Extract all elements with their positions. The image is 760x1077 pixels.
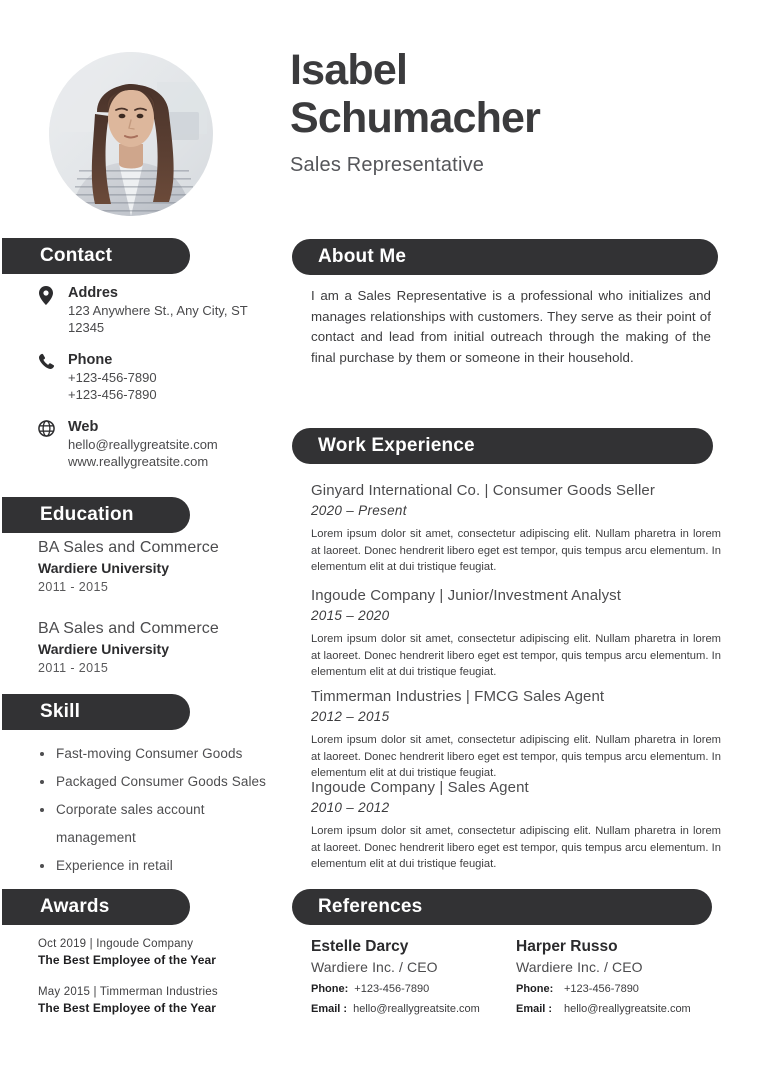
list-item: Packaged Consumer Goods Sales (38, 768, 273, 796)
work-heading-label: Work Experience (318, 435, 475, 456)
avatar (49, 52, 213, 216)
work-company-role: Ingoude Company | Junior/Investment Analyst (311, 587, 622, 604)
reference-role: Wardiere Inc. / CEO (516, 959, 643, 975)
award-item (38, 984, 273, 1016)
section-heading-about-me (292, 239, 718, 275)
list-item: Fast-moving Consumer Goods (38, 740, 273, 768)
reference-name: Harper Russo (516, 938, 618, 955)
sidebar-heading-awards (2, 889, 190, 925)
portrait-photo-icon (49, 52, 213, 216)
work-company-role: Ingoude Company | Sales Agent (311, 779, 529, 796)
contact-row-address (38, 284, 273, 336)
work-description: Lorem ipsum dolor sit amet, consectetur adipiscing elit. Nullam pharetra in lorem at laoreet. Donec hendrerit libero eget est tempor, quis tempus arcu elementum. In elementum elit at dui tristique feugiat. (311, 825, 721, 870)
reference-email-value[interactable]: hello@reallygreatsite.com (353, 1003, 480, 1015)
references-heading-label: References (318, 896, 423, 917)
web-site[interactable]: www.reallygreatsite.com (68, 454, 209, 469)
last-name: Schumacher (290, 94, 541, 142)
address-line-1: 123 Anywhere St., Any City, ST (68, 303, 248, 318)
education-school: Wardiere University (38, 641, 169, 657)
skill-heading-label: Skill (40, 701, 81, 722)
education-heading-label: Education (40, 504, 134, 525)
address-label: Addres (68, 285, 118, 301)
first-name: Isabel (290, 46, 408, 94)
reference-phone-row (311, 980, 516, 998)
reference-role: Wardiere Inc. / CEO (311, 959, 438, 975)
reference-card (516, 936, 721, 1018)
list-item-continued: management (56, 830, 136, 845)
education-item (38, 537, 273, 596)
reference-phone-label: Phone: (311, 983, 349, 995)
contact-list (38, 284, 273, 485)
reference-email-label: Email : (516, 1003, 553, 1015)
section-heading-work-experience (292, 428, 713, 464)
work-entry (311, 586, 721, 681)
about-heading-label: About Me (318, 246, 407, 267)
about-me-body: I am a Sales Representative is a professional who initializes and manages relationships with customers. They serve as their point of contact and lead from initial outreach through the making of the final purchase by them or someone in their household. (311, 288, 711, 365)
reference-phone-value: +123-456-7890 (354, 983, 430, 995)
contact-text-phone (68, 351, 273, 403)
phone-icon (38, 351, 68, 403)
work-years: 2010 – 2012 (311, 800, 390, 815)
address-line-2: 12345 (68, 320, 105, 335)
web-email[interactable]: hello@reallygreatsite.com (68, 437, 218, 452)
award-title: The Best Employee of the Year (38, 1001, 217, 1015)
work-description: Lorem ipsum dolor sit amet, consectetur adipiscing elit. Nullam pharetra in lorem at laoreet. Donec hendrerit libero eget est tempor, quis tempus arcu elementum. In elementum elit at dui tristique feugiat. (311, 528, 721, 573)
work-company-role: Ginyard International Co. | Consumer Goods Seller (311, 482, 655, 499)
sidebar-heading-skill (2, 694, 190, 730)
work-entry (311, 687, 721, 782)
phone-label: Phone (68, 352, 113, 368)
sidebar-heading-education (2, 497, 190, 533)
job-title: Sales Representative (290, 154, 485, 176)
work-years: 2015 – 2020 (311, 608, 390, 623)
education-list (38, 537, 273, 699)
award-item (38, 936, 273, 968)
reference-email-label: Email : (311, 1003, 348, 1015)
location-pin-icon (38, 284, 68, 336)
reference-email-row (311, 1000, 516, 1018)
resume-header (0, 0, 760, 218)
reference-card (311, 936, 516, 1018)
phone-line-1: +123-456-7890 (68, 370, 157, 385)
name-block (290, 46, 740, 177)
section-heading-references (292, 889, 712, 925)
education-school: Wardiere University (38, 560, 169, 576)
reference-phone-label: Phone: (516, 983, 554, 995)
work-years: 2020 – Present (311, 503, 407, 518)
contact-text-address (68, 284, 273, 336)
web-label: Web (68, 419, 99, 435)
awards-list (38, 936, 273, 1032)
reference-email-row (516, 1000, 721, 1018)
award-meta: Oct 2019 | Ingoude Company (38, 938, 194, 950)
education-degree: BA Sales and Commerce (38, 539, 219, 556)
contact-row-phone (38, 351, 273, 403)
awards-heading-label: Awards (40, 896, 110, 917)
globe-icon (38, 418, 68, 470)
work-description: Lorem ipsum dolor sit amet, consectetur adipiscing elit. Nullam pharetra in lorem at laoreet. Donec hendrerit libero eget est tempor, quis tempus arcu elementum. In elementum elit at dui tristique feugiat. (311, 734, 721, 779)
contact-row-web (38, 418, 273, 470)
phone-line-2: +123-456-7890 (68, 387, 157, 402)
reference-email-value[interactable]: hello@reallygreatsite.com (564, 1003, 691, 1015)
work-company-role: Timmerman Industries | FMCG Sales Agent (311, 688, 605, 705)
award-title: The Best Employee of the Year (38, 953, 217, 967)
references-list (311, 936, 721, 1018)
reference-phone-row (516, 980, 721, 998)
work-entry (311, 778, 721, 873)
list-item: Corporate sales account (38, 796, 273, 824)
skill-list (38, 740, 273, 880)
contact-text-web (68, 418, 273, 470)
reference-phone-value: +123-456-7890 (564, 983, 639, 995)
education-years: 2011 - 2015 (38, 580, 109, 594)
work-years: 2012 – 2015 (311, 709, 390, 724)
skills-bullet-list (38, 740, 273, 880)
award-meta: May 2015 | Timmerman Industries (38, 986, 218, 998)
education-years: 2011 - 2015 (38, 661, 109, 675)
contact-heading-label: Contact (40, 245, 113, 266)
list-item: Experience in retail (38, 852, 273, 880)
education-item (38, 618, 273, 677)
sidebar-heading-contact (2, 238, 190, 274)
work-description: Lorem ipsum dolor sit amet, consectetur adipiscing elit. Nullam pharetra in lorem at laoreet. Donec hendrerit libero eget est tempor, quis tempus arcu elementum. In elementum elit at dui tristique feugiat. (311, 633, 721, 678)
work-entry (311, 481, 721, 576)
avatar-circle (49, 52, 213, 216)
education-degree: BA Sales and Commerce (38, 620, 219, 637)
reference-name: Estelle Darcy (311, 938, 409, 955)
